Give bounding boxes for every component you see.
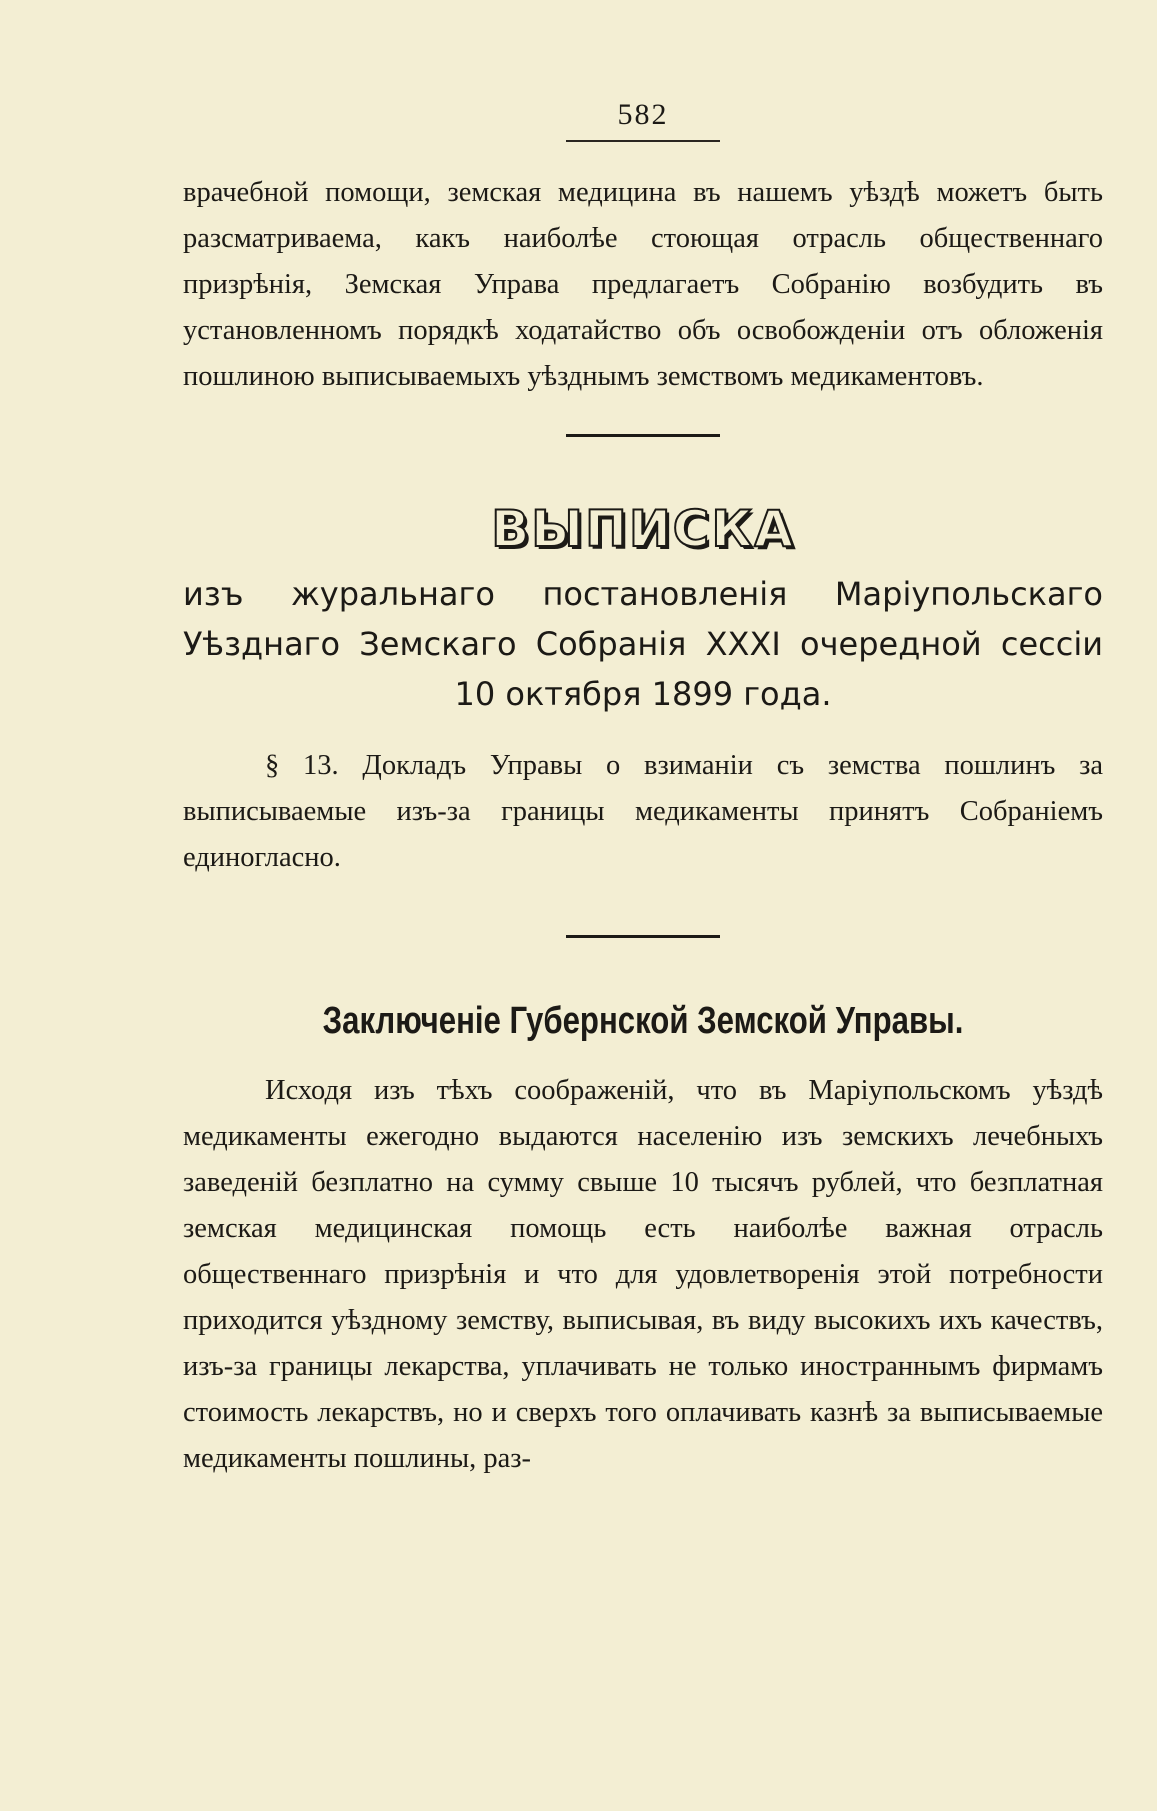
extract-paragraph: § 13. Докладъ Управы о взиманіи съ земства пошлинъ за выписываемые изъ-за границы медикаменты принятъ Собраніемъ единогласно. xyxy=(183,750,1103,873)
extract-subtitle: изъ журальнаго постановленія Маріупольскаго Уѣзднаго Земскаго Собранія XXXI очередной сессіи 10 октября 1899 года. xyxy=(183,575,1103,713)
continued-paragraph: врачебной помощи, земская медицина въ нашемъ уѣздѣ можетъ быть разсматриваема, какъ наиболѣе стоющая отрасль общественнаго призрѣнія, Земская Управа предлагаетъ Собранію возбудить въ установленномъ порядкѣ ходатайство объ освобожденіи отъ обложенія пошлиною выписываемыхъ уѣзднымъ земствомъ медикаментовъ. xyxy=(183,177,1103,392)
page-number: 582 xyxy=(183,90,1103,142)
extract-title: ВЫПИСКА xyxy=(491,500,795,558)
conclusion-paragraph: Исходя изъ тѣхъ соображеній, что въ Маріупольскомъ уѣздѣ медикаменты ежегодно выдаются населенію изъ земскихъ лечебныхъ заведеній безплатно на сумму свыше 10 тысячъ рублей, что безплатная земская медицинская помощь есть наиболѣе важная отрасль общественнаго призрѣнія и что для удовлетворенія этой потребности приходится уѣздному земству, выписывая, въ виду высокихъ ихъ качествъ, изъ-за границы лекарства, уплачивать не только иностраннымъ фирмамъ стоимость лекарствъ, но и сверхъ того оплачивать казнѣ за выписываемые медикаменты пошлины, раз- xyxy=(183,1075,1103,1474)
conclusion-title: Заключеніе Губернской Земской Управы. xyxy=(322,1000,964,1042)
section-divider xyxy=(566,935,720,938)
book-page xyxy=(183,90,1103,1482)
section-divider xyxy=(566,434,720,437)
